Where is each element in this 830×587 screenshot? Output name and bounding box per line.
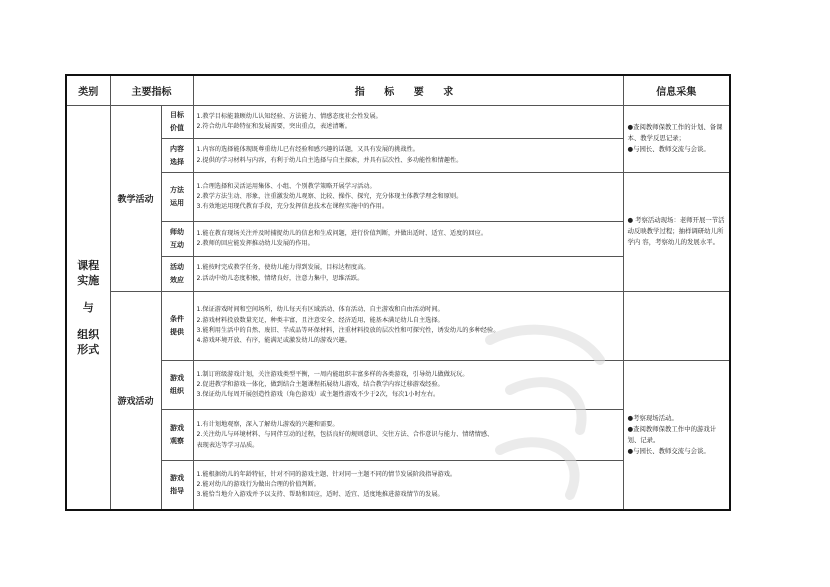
sub-indicator: 游戏 组织: [161, 361, 193, 410]
header-row: [66, 75, 730, 105]
sub-indicator: 内容 选择: [161, 139, 193, 173]
table-row: [66, 291, 730, 361]
indicator-teaching: 教学活动: [110, 105, 161, 291]
sub-indicator: 游戏 指导: [161, 461, 193, 510]
info-cell-game: ●考察现场活动。 ●查阅教师保教工作中的游戏计划、记录。 ●与园长、教师交流与会谈。: [623, 361, 730, 510]
header-requirements: 指 标 要 求: [193, 75, 623, 105]
requirement-cell: 1.内容的选择能体现既尊重幼儿已有经验和感兴趣的话题，又具有发展的挑战性。 2.提供的学习材料与内容，有利于幼儿自主选择与自主探索，并具有层次性、多功能性和情趣性。: [193, 139, 623, 173]
sub-indicator: 条件 提供: [161, 291, 193, 361]
table-row: [66, 105, 730, 139]
requirement-cell: 1.保证游戏时间和空间场所，幼儿每天有区域活动、体育活动、自主游戏和自由活动时间。 2.游戏材料投放数量充足，种类丰富，且注意安全、经济适用，能基本满足幼儿自主选择。 3.能利用生活中的自然、废旧、半成品等环保材料，注重材料投放的层次性和可探究性，诱发幼儿的多种经验。 4.游戏环境开放、有序，能满足或激发幼儿的游戏兴趣。: [193, 291, 623, 361]
requirement-cell: 1.能按时完成教学任务，使幼儿能力得到发展，目标达程度高。 2.活动中幼儿态度积极，情绪良好，注意力集中，思维活跃。: [193, 256, 623, 291]
requirement-cell: 1.能根据幼儿的年龄特征，针对不同的游戏主题、针对同一主题不同的情节发展阶段指导游戏。 2.能对幼儿的游戏行为做出合理的价值判断。 3.能恰当地介入游戏并予以支持、帮助和回应，适时、适宜、适度地推进游戏情节的发展。: [193, 461, 623, 510]
sub-indicator: 游戏 观察: [161, 410, 193, 461]
requirement-cell: 1.制订班级游戏计划，关注游戏类型平衡，一周内能组织丰富多样的各类游戏，引导幼儿做做玩玩。 2.促进教学和游戏一体化，做到结合主题课程拓展幼儿游戏，结合教学内容迁移游戏经验。 3.保证幼儿每周开展创造性游戏（角色游戏）或主题性游戏不少于2次，每次1小时左右。: [193, 361, 623, 410]
requirement-cell: 1.有计划地观察，深入了解幼儿游戏的兴趣和需要。 2.关注幼儿与环境材料、与同伴互动的过程，包括良好的规则意识、交往方法、合作意识与能力、情绪情感、 表现表达等学习品质。: [193, 410, 623, 461]
header-category: 类别: [66, 75, 110, 105]
header-info-collection: 信息采集: [623, 75, 730, 105]
requirement-cell: 1.能在教育现场关注并及时捕捉幼儿的信息和生成问题，进行价值判断，并做出适时、适宜、适度的回应。 2.教师的回应能发挥推动幼儿发展的作用。: [193, 222, 623, 257]
info-cell-teaching-b: ● 考察活动现场：老师开展一节活动反映教学过程；抽样调研幼儿所学内 容，考察幼儿的发展水平。: [623, 173, 730, 292]
sub-indicator: 方法 运用: [161, 173, 193, 222]
table-row: [66, 361, 730, 410]
category-cell: 课程 实施 与 组织 形式: [66, 105, 110, 510]
evaluation-table: [65, 74, 731, 511]
requirement-cell: 1.教学目标能兼顾幼儿认知经验、方法能力、情感态度社会性发展。 2.符合幼儿年龄特征和发展需要，突出重点，表述清晰。: [193, 105, 623, 139]
indicator-game: 游戏活动: [110, 291, 161, 510]
table-row: [66, 173, 730, 222]
header-main-indicator: 主要指标: [110, 75, 193, 105]
sub-indicator: 活动 效应: [161, 256, 193, 291]
info-cell-teaching-a: ●查阅教师保教工作的计划、备课本、教学反思记录； ●与园长、教师交流与会谈。: [623, 105, 730, 172]
sub-indicator: 目标 价值: [161, 105, 193, 139]
requirement-cell: 1.合理选择和灵活运用集体、小组、个别教学策略开展学习活动。 2.教学方法生动、形象，注重激发幼儿观察、比较、操作、探究，充分体现主体教学理念和原则。 3.有效地运用现代教育手段，充分发挥信息技术在课程实施中的作用。: [193, 173, 623, 222]
info-cell-empty: [623, 291, 730, 361]
sub-indicator: 师幼 互动: [161, 222, 193, 257]
